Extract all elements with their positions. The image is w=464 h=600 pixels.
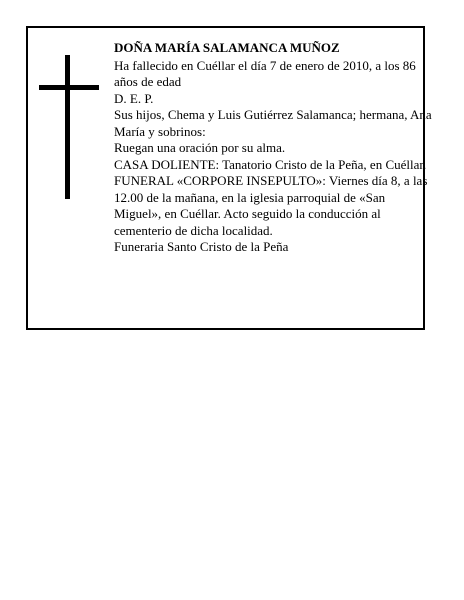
death-announcement: Ha fallecido en Cuéllar el día 7 de enero de 2010, a los 86 años de edad: [114, 57, 416, 89]
cross-icon: [39, 55, 99, 199]
notice-text: [114, 40, 432, 256]
prayer-request: Ruegan una oración por su alma.: [114, 140, 286, 155]
cross-horizontal-bar: [39, 85, 99, 90]
obituary-notice: [26, 26, 432, 330]
funeral-details: FUNERAL «CORPORE INSEPULTO»: Viernes día 8, a las 12.00 de la mañana, en la iglesia parroquial de «San Miguel», en Cuéllar. Acto seguido la conducción al cementerio de dicha localidad.: [114, 173, 428, 238]
deceased-name: DOÑA MARÍA SALAMANCA MUÑOZ: [114, 40, 340, 55]
funeral-home: Funeraria Santo Cristo de la Peña: [114, 239, 289, 254]
wake-location: CASA DOLIENTE: Tanatorio Cristo de la Peña, en Cuéllar.: [114, 156, 427, 172]
family-line: Sus hijos, Chema y Luis Gutiérrez Salamanca; hermana, Ana María y sobrinos:: [114, 107, 432, 139]
cross-vertical-bar: [65, 55, 70, 199]
rip-line: D. E. P.: [114, 90, 154, 106]
